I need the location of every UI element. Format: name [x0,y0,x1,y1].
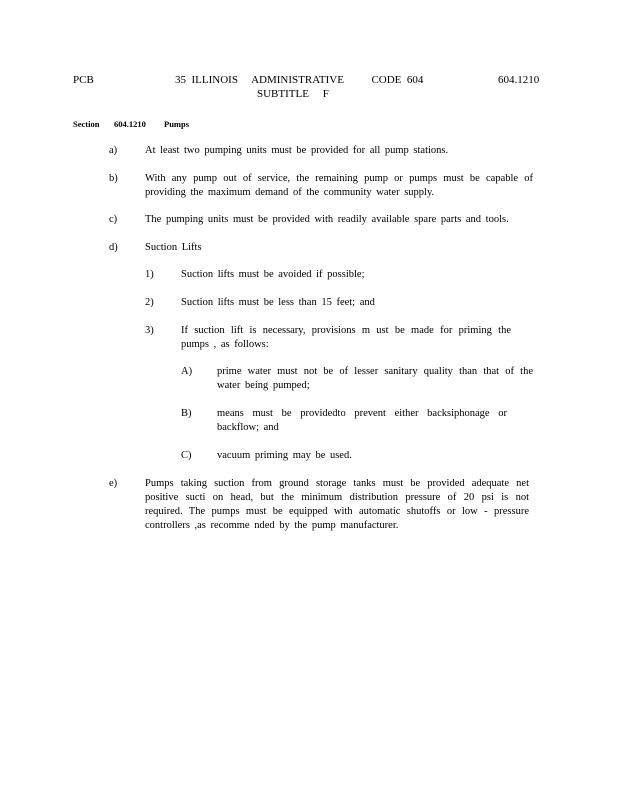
item-e-marker: e) [109,478,118,489]
section-number: 604.1210 [114,119,146,129]
header-section-number: 604.1210 [498,74,540,86]
item-d2-text: Suction lifts must be less than 15 feet; and [181,297,375,308]
item-dC-marker: C) [181,450,192,461]
item-d2-marker: 2) [145,297,154,308]
item-dA-marker: A) [181,366,193,377]
item-c-marker: c) [109,214,118,225]
item-c-text: The pumping units must be provided with readily available spare parts and tools. [145,214,509,225]
item-e-text: Pumps taking suction from ground storage tanks must be provided adequate net positive sucti on head, but the minimum distribution pressure of 20 psi is not required. The pumps must be equipped with automatic shutoffs or low - pressure controllers ,as recomme nded by the pump manufacturer. [145,478,529,531]
section-heading [73,117,189,131]
item-dC-text: vacuum priming may be used. [217,450,352,461]
item-a-marker: a) [109,145,118,156]
item-d-text: Suction Lifts [145,242,202,253]
header-agency: PCB [73,74,94,86]
section-title: Pumps [164,119,190,129]
item-d3-marker: 3) [145,325,154,336]
header-subtitle-line: SUBTITLE F [257,88,329,100]
item-b-text: With any pump out of service, the remaining pump or pumps must be capable of providing the maximum demand of the community water supply. [145,173,533,198]
item-dA-text: prime water must not be of lesser sanitary quality than that of the water being pumped; [217,366,533,391]
section-label: Section [73,119,100,129]
item-b-marker: b) [109,173,118,184]
item-d1-text: Suction lifts must be avoided if possible; [181,269,365,280]
item-a-text: At least two pumping units must be provided for all pump stations. [145,145,449,156]
item-dB-text: means must be providedto prevent either backsiphonage or backflow; and [217,408,507,433]
item-d1-marker: 1) [145,269,154,280]
header-code-line: 35 ILLINOIS ADMINISTRATIVE CODE 604 [175,74,424,86]
item-d3-text: If suction lift is necessary, provisions m ust be made for priming the pumps , as follows: [181,325,511,350]
item-d-marker: d) [109,242,118,253]
item-dB-marker: B) [181,408,192,419]
header-code-title [175,73,424,101]
